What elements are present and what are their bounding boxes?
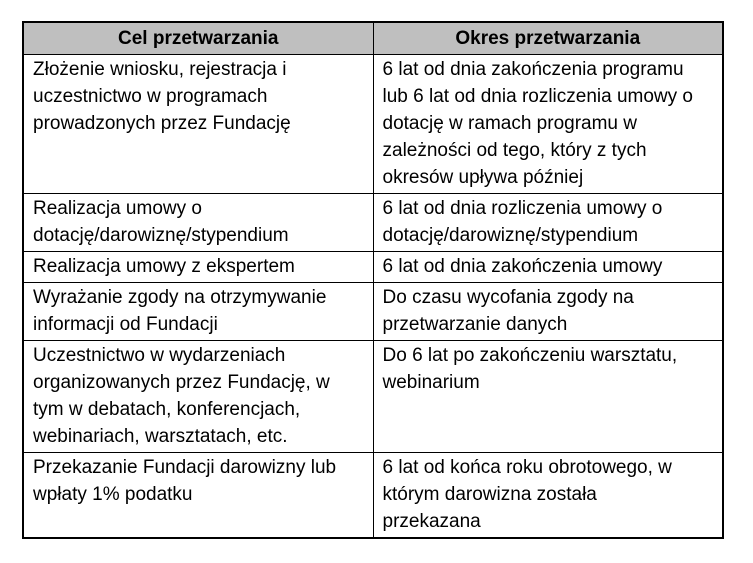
cell-purpose: Realizacja umowy o dotację/darowiznę/stypendium (23, 194, 373, 252)
table-row (23, 283, 723, 341)
cell-period: Do czasu wycofania zgody na przetwarzanie danych (373, 283, 723, 341)
cell-purpose: Uczestnictwo w wydarzeniach organizowanych przez Fundację, w tym w debatach, konferencjach, webinariach, warsztatach, etc. (23, 341, 373, 453)
cell-period: 6 lat od dnia zakończenia programu lub 6 lat od dnia rozliczenia umowy o dotację w ramach programu w zależności od tego, który z tych okresów upływa później (373, 55, 723, 194)
table-row (23, 341, 723, 453)
cell-period: 6 lat od końca roku obrotowego, w którym darowizna została przekazana (373, 453, 723, 539)
cell-purpose: Przekazanie Fundacji darowizny lub wpłaty 1% podatku (23, 453, 373, 539)
header-row (23, 22, 723, 55)
table-row (23, 453, 723, 539)
cell-purpose: Złożenie wniosku, rejestracja i uczestnictwo w programach prowadzonych przez Fundację (23, 55, 373, 194)
table-body (23, 55, 723, 539)
cell-purpose: Realizacja umowy z ekspertem (23, 252, 373, 283)
table-row (23, 55, 723, 194)
cell-period: Do 6 lat po zakończeniu warsztatu, webinarium (373, 341, 723, 453)
cell-period: 6 lat od dnia rozliczenia umowy o dotację/darowiznę/stypendium (373, 194, 723, 252)
cell-purpose: Wyrażanie zgody na otrzymywanie informacji od Fundacji (23, 283, 373, 341)
cell-period: 6 lat od dnia zakończenia umowy (373, 252, 723, 283)
processing-periods-table (22, 21, 724, 539)
table-row (23, 252, 723, 283)
table-header (23, 22, 723, 55)
table-row (23, 194, 723, 252)
header-cell-purpose: Cel przetwarzania (23, 22, 373, 55)
header-cell-period: Okres przetwarzania (373, 22, 723, 55)
